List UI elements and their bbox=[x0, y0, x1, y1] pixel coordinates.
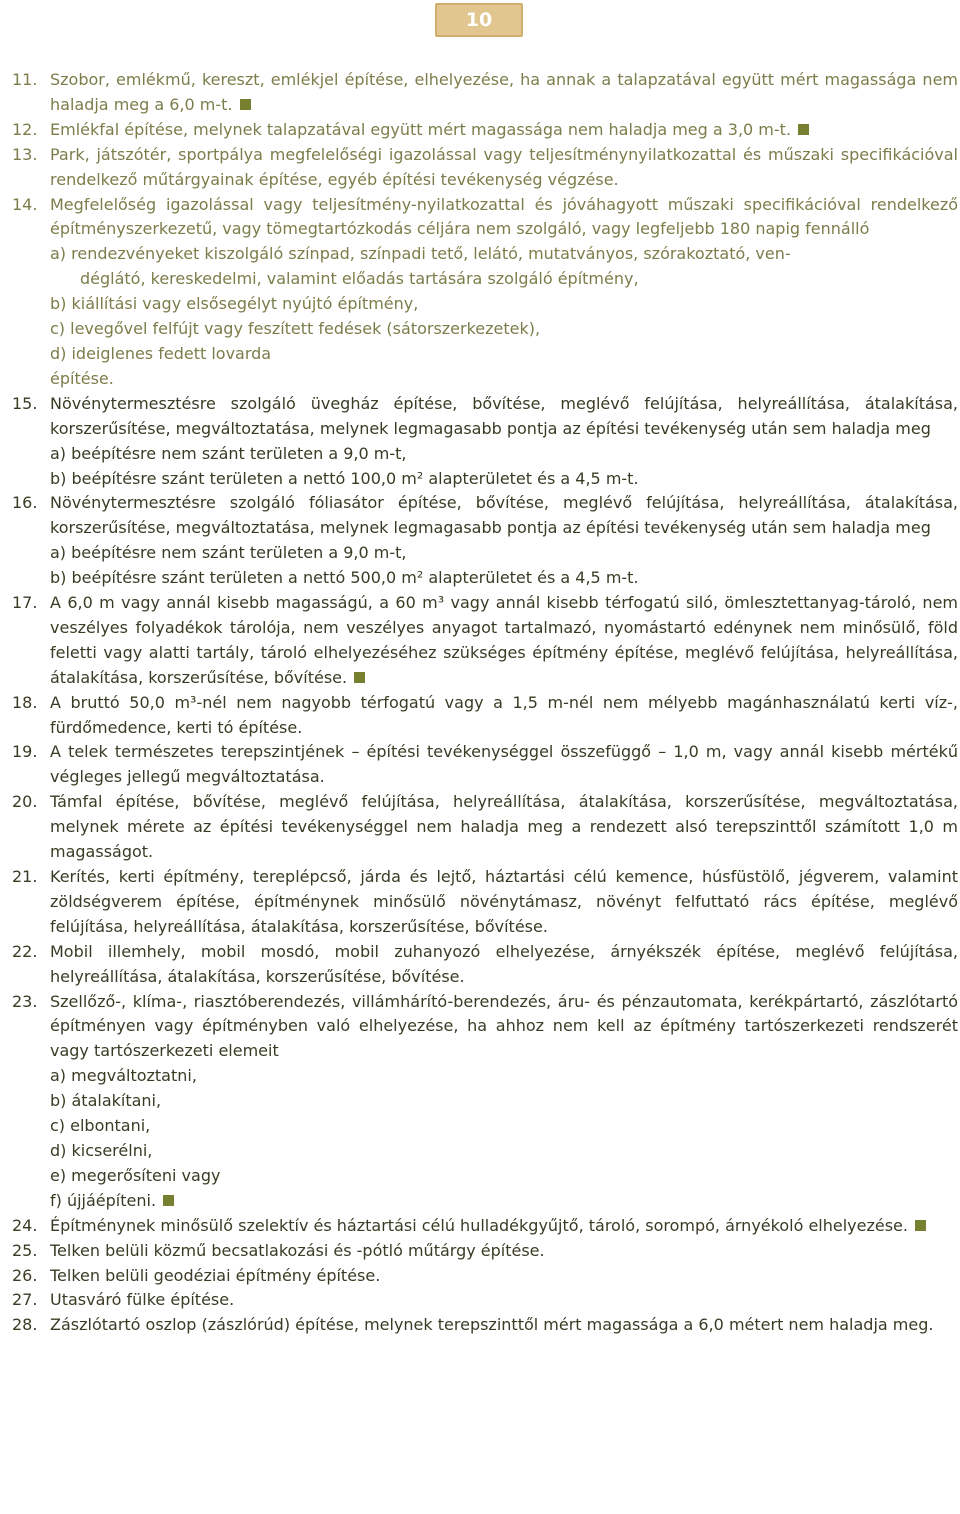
item-text: Növénytermesztésre szolgáló üvegház építése, bővítése, meglévő felújítása, helyreállítása, átalakítása, korszerűsítése, megváltoztatása, melynek legmagasabb pontja az építési tevékenység után sem haladja meg bbox=[50, 393, 958, 438]
item-number: 21. bbox=[12, 867, 38, 886]
sub-item bbox=[50, 1189, 958, 1214]
page-number-badge: 10 bbox=[435, 3, 523, 37]
item-text: Mobil illemhely, mobil mosdó, mobil zuhanyozó elhelyezése, árnyékszék építése, meglévő felújítása, helyreállítása, átalakítása, korszerűsítése, bővítése. bbox=[50, 941, 958, 986]
sub-item-text: b) beépítésre szánt területen a nettó 100,0 m² alapterületet és a 4,5 m-t. bbox=[50, 468, 639, 488]
item-number: 20. bbox=[12, 792, 38, 812]
item-text-wrap bbox=[50, 1214, 958, 1239]
sub-item bbox=[50, 541, 958, 566]
item-text-wrap bbox=[50, 68, 958, 118]
item-text: A 6,0 m vagy annál kisebb magasságú, a 60 m³ vagy annál kisebb térfogatú siló, ömlesztettanyag-tároló, nem veszélyes folyadékok tárolója, nem veszélyes anyagot tartalmazó, nyomástartó edénynek nem minősülő, föld feletti vagy alatti tartály, tároló elhelyezéséhez szükséges építmény építése, meglévő felújítása, helyreállítása, átalakítása, korszerűsítése, bővítése. bbox=[50, 593, 958, 687]
regulation-list bbox=[12, 68, 958, 1338]
sub-item bbox=[50, 317, 958, 342]
list-item bbox=[12, 790, 958, 865]
item-number: 24. bbox=[12, 1215, 38, 1235]
sub-item bbox=[50, 1089, 958, 1114]
item-text: Növénytermesztésre szolgáló fóliasátor építése, bővítése, meglévő felújítása, helyreállítása, átalakítása, korszerűsítése, megváltoztatása, melynek legmagasabb pontja az építési tevékenység után sem haladja meg bbox=[50, 493, 958, 538]
sub-item-text: d) kicserélni, bbox=[50, 1140, 153, 1160]
item-number: 15. bbox=[12, 393, 38, 413]
sub-item-text: a) beépítésre nem szánt területen a 9,0 m-t, bbox=[50, 543, 407, 563]
sub-item-text: építése. bbox=[50, 368, 114, 388]
item-text-wrap bbox=[50, 1239, 958, 1264]
item-text: Megfelelőség igazolással vagy teljesítmény-nyilatkozattal és jóváhagyott műszaki specifikációval rendelkező építményszerkezetű, vagy tömegtartózkodás céljára nem szolgáló, vagy legfeljebb 180 napig fennálló bbox=[50, 194, 958, 239]
list-item bbox=[12, 392, 958, 492]
item-number: 14. bbox=[12, 194, 38, 214]
sub-item-text: e) megerősíteni vagy bbox=[50, 1165, 221, 1185]
item-text: A bruttó 50,0 m³-nél nem nagyobb térfogatú vagy a 1,5 m-nél nem mélyebb magánhasználatú kerti víz-, fürdőmedence, kerti tó építése. bbox=[50, 692, 958, 737]
sub-item bbox=[50, 1114, 958, 1139]
item-text-wrap bbox=[50, 143, 958, 193]
sub-item bbox=[50, 342, 958, 367]
item-number: 11. bbox=[12, 70, 38, 89]
item-text-wrap bbox=[50, 990, 958, 1065]
sub-item-text: a) rendezvényeket kiszolgáló színpad, színpadi tető, lelátó, mutatványos, szórakoztató, ven- bbox=[50, 244, 791, 264]
item-number: 27. bbox=[12, 1290, 38, 1310]
sub-item bbox=[50, 1139, 958, 1164]
list-item bbox=[12, 1214, 958, 1239]
sub-item bbox=[50, 467, 958, 492]
sub-item bbox=[50, 292, 958, 317]
list-item bbox=[12, 143, 958, 193]
item-number: 22. bbox=[12, 941, 38, 961]
sub-item-text: b) kiállítási vagy elsősegélyt nyújtó építmény, bbox=[50, 294, 419, 314]
item-text: Emlékfal építése, melynek talapzatával együtt mért magassága nem haladja meg a 3,0 m-t. bbox=[50, 119, 792, 139]
list-item bbox=[12, 691, 958, 741]
item-text-wrap bbox=[50, 940, 958, 990]
sub-item bbox=[50, 1064, 958, 1089]
item-text: Építménynek minősülő szelektív és háztartási célú hulladékgyűjtő, tároló, sorompó, árnyékoló elhelyezése. bbox=[50, 1215, 908, 1235]
sub-item-text: b) beépítésre szánt területen a nettó 500,0 m² alapterületet és a 4,5 m-t. bbox=[50, 568, 639, 588]
sub-item bbox=[50, 367, 958, 392]
item-number: 26. bbox=[12, 1265, 38, 1285]
sub-item-text: b) átalakítani, bbox=[50, 1091, 162, 1111]
item-text-wrap bbox=[50, 591, 958, 691]
sub-item-text: c) levegővel felfújt vagy feszített fedések (sátorszerkezetek), bbox=[50, 319, 541, 339]
item-text: Park, játszótér, sportpálya megfelelőségi igazolással vagy teljesítménynyilatkozattal és műszaki specifikációval rendelkező műtárgyainak építése, egyéb építési tevékenység végzése. bbox=[50, 144, 958, 189]
item-text: Támfal építése, bővítése, meglévő felújítása, helyreállítása, átalakítása, korszerűsítése, megváltoztatása, melynek mérete az építési tevékenységgel nem haladja meg a rendezett alsó terepszinttől számított 1,0 m magasságot. bbox=[50, 792, 958, 862]
item-number: 25. bbox=[12, 1240, 38, 1260]
item-text: Telken belüli közmű becsatlakozási és -pótló műtárgy építése. bbox=[50, 1240, 545, 1260]
item-text: Telken belüli geodéziai építmény építése. bbox=[50, 1265, 381, 1285]
sub-item-text: a) beépítésre nem szánt területen a 9,0 m-t, bbox=[50, 443, 407, 463]
item-text-wrap bbox=[50, 691, 958, 741]
sub-item bbox=[50, 1164, 958, 1189]
list-item bbox=[12, 1288, 958, 1313]
end-marker-square bbox=[163, 1195, 174, 1206]
item-text-wrap bbox=[50, 1313, 958, 1338]
list-item bbox=[12, 491, 958, 591]
item-number: 19. bbox=[12, 742, 38, 762]
sub-item-text: f) újjáépíteni. bbox=[50, 1190, 157, 1210]
sub-item bbox=[50, 242, 958, 267]
sub-item-text: déglátó, kereskedelmi, valamint előadás tartására szolgáló építmény, bbox=[80, 269, 639, 289]
list-item bbox=[12, 865, 958, 940]
item-text-wrap bbox=[50, 193, 958, 243]
sub-item bbox=[50, 442, 958, 467]
list-item bbox=[12, 990, 958, 1214]
item-text: Kerítés, kerti építmény, tereplépcső, járda és lejtő, háztartási célú kemence, húsfüstölő, jégverem, valamint zöldségverem építése, építménynek minősülő növénytámasz, növényt felfuttató rács építése, meglévő felújítása, helyreállítása, átalakítása, korszerűsítése, bővítése. bbox=[50, 867, 958, 936]
item-text: A telek természetes terepszintjének – építési tevékenységgel összefüggő – 1,0 m, vagy annál kisebb mértékű végleges jellegű megváltoztatása. bbox=[50, 742, 958, 787]
end-marker-square bbox=[915, 1220, 926, 1231]
item-text: Szellőző-, klíma-, riasztóberendezés, villámhárító-berendezés, áru- és pénzautomata, kerékpártartó, zászlótartó építményen vagy építményben való elhelyezése, ha ahhoz nem kell az építmény tartószerkezeti rendszerét vagy tartószerkezeti elemeit bbox=[50, 991, 958, 1061]
item-text-wrap bbox=[50, 865, 958, 940]
list-item bbox=[12, 193, 958, 392]
sub-item-text: c) elbontani, bbox=[50, 1116, 151, 1136]
sub-item-text: d) ideiglenes fedett lovarda bbox=[50, 343, 272, 363]
item-number: 28. bbox=[12, 1315, 38, 1335]
sub-item-text: a) megváltoztatni, bbox=[50, 1066, 197, 1086]
item-text-wrap bbox=[50, 118, 958, 143]
end-marker-square bbox=[354, 672, 365, 683]
item-text: Zászlótartó oszlop (zászlórúd) építése, melynek terepszinttől mért magassága a 6,0 métert nem haladja meg. bbox=[50, 1315, 934, 1335]
item-text-wrap bbox=[50, 740, 958, 790]
item-number: 17. bbox=[12, 593, 38, 613]
list-item bbox=[12, 118, 958, 143]
list-item bbox=[12, 591, 958, 691]
list-item bbox=[12, 1313, 958, 1338]
end-marker-square bbox=[798, 124, 809, 135]
list-item bbox=[12, 740, 958, 790]
item-number: 18. bbox=[12, 692, 38, 712]
item-text-wrap bbox=[50, 392, 958, 442]
sub-item bbox=[50, 267, 958, 292]
item-number: 13. bbox=[12, 144, 38, 164]
item-text-wrap bbox=[50, 491, 958, 541]
item-text: Szobor, emlékmű, kereszt, emlékjel építése, elhelyezése, ha annak a talapzatával együtt mért magassága nem haladja meg a 6,0 m-t. bbox=[50, 70, 958, 114]
item-number: 16. bbox=[12, 493, 38, 513]
item-text-wrap bbox=[50, 790, 958, 865]
item-text: Utasváró fülke építése. bbox=[50, 1290, 235, 1310]
item-text-wrap bbox=[50, 1288, 958, 1313]
item-number: 12. bbox=[12, 119, 38, 139]
list-item bbox=[12, 940, 958, 990]
list-item bbox=[12, 1239, 958, 1264]
list-item bbox=[12, 1264, 958, 1289]
item-number: 23. bbox=[12, 991, 38, 1011]
end-marker-square bbox=[240, 99, 251, 110]
item-text-wrap bbox=[50, 1264, 958, 1289]
list-item bbox=[12, 68, 958, 118]
sub-item bbox=[50, 566, 958, 591]
